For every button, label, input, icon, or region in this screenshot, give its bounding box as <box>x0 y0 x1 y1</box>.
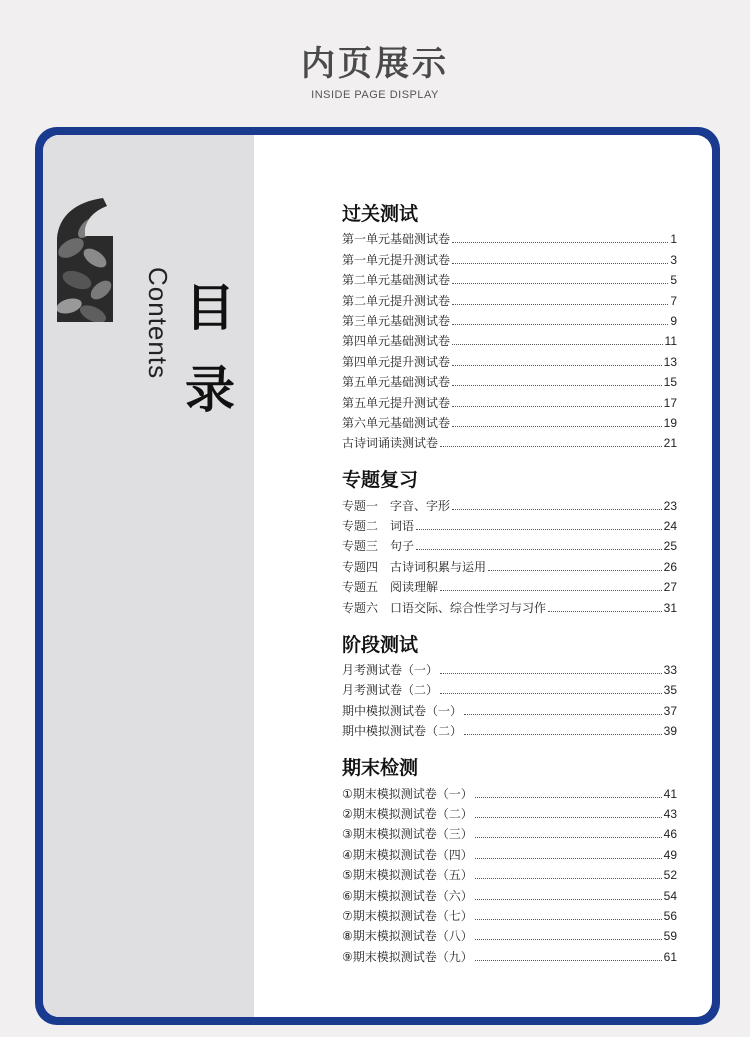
toc-entry-label: ④期末模拟测试卷（四） <box>342 847 473 862</box>
toc-entry-label: ⑦期末模拟测试卷（七） <box>342 908 473 923</box>
toc-entry-label: 专题二 词语 <box>342 519 415 534</box>
toc-entry[interactable] <box>342 431 677 451</box>
section-title: 专题复习 <box>342 469 419 492</box>
toc-entry[interactable] <box>342 678 677 698</box>
toc-entry[interactable] <box>342 904 677 924</box>
toc-entry-page: 37 <box>663 703 677 718</box>
toc-entry-page: 1 <box>670 232 677 247</box>
toc-entry-label: 第五单元基础测试卷 <box>342 375 451 390</box>
dot-leader <box>452 283 668 284</box>
toc-entry[interactable] <box>342 288 677 308</box>
toc-entry-page: 25 <box>663 539 677 554</box>
toc-entry-label: 期中模拟测试卷（二） <box>342 724 463 739</box>
toc-entry-page: 52 <box>663 868 677 883</box>
toc-entry-label: 专题六 口语交际、综合性学习与习作 <box>342 600 547 615</box>
section-gap <box>342 451 677 467</box>
dot-leader <box>475 878 662 879</box>
dot-leader <box>475 817 662 818</box>
toc-entry-page: 5 <box>670 273 677 288</box>
toc-entry-label: 第四单元提升测试卷 <box>342 354 451 369</box>
dot-leader <box>452 344 663 345</box>
toc-entry-label: 古诗词诵读测试卷 <box>342 436 439 451</box>
toc-entry-page: 35 <box>663 683 677 698</box>
toc-entry[interactable] <box>342 822 677 842</box>
toc-entry[interactable] <box>342 247 677 267</box>
dot-leader <box>475 899 662 900</box>
toc-entry[interactable] <box>342 370 677 390</box>
toc-entry-label: 月考测试卷（一） <box>342 663 439 678</box>
contents-english: Contents <box>143 267 173 380</box>
toc-entry[interactable] <box>342 514 677 534</box>
dot-leader <box>452 304 668 305</box>
toc-entry[interactable] <box>342 411 677 431</box>
toc-entry[interactable] <box>342 658 677 678</box>
toc-entry[interactable] <box>342 534 677 554</box>
dot-leader <box>452 242 668 243</box>
dot-leader <box>475 797 662 798</box>
toc-heading-char-1: 目 <box>185 279 235 337</box>
toc-entry-page: 7 <box>670 293 677 308</box>
toc-entry-label: ②期末模拟测试卷（二） <box>342 806 473 821</box>
toc-heading <box>175 267 245 431</box>
toc-entry-page: 59 <box>663 929 677 944</box>
toc-entry-label: 月考测试卷（二） <box>342 683 439 698</box>
toc-entry-label: 期中模拟测试卷（一） <box>342 703 463 718</box>
toc-entry-page: 41 <box>663 786 677 801</box>
toc-entry-label: 专题五 阅读理解 <box>342 580 439 595</box>
toc-entry-page: 56 <box>663 908 677 923</box>
toc-entry-page: 27 <box>663 580 677 595</box>
dot-leader <box>452 426 662 427</box>
toc-entry-page: 31 <box>663 600 677 615</box>
toc-entry[interactable] <box>342 329 677 349</box>
toc-entry-label: 第五单元提升测试卷 <box>342 395 451 410</box>
toc-entry-page: 54 <box>663 888 677 903</box>
toc-entry-label: 第四单元基础测试卷 <box>342 334 451 349</box>
toc-entry-page: 39 <box>663 724 677 739</box>
dot-leader <box>440 673 662 674</box>
dot-leader <box>416 529 662 530</box>
toc-entry-label: ⑧期末模拟测试卷（八） <box>342 929 473 944</box>
toc-entry[interactable] <box>342 268 677 288</box>
dot-leader <box>416 549 662 550</box>
toc-entry-label: 第二单元提升测试卷 <box>342 293 451 308</box>
toc-entry[interactable] <box>342 924 677 944</box>
toc-entry-page: 9 <box>670 313 677 328</box>
toc-entry-page: 11 <box>664 334 677 349</box>
section-gap <box>342 616 677 632</box>
dot-leader <box>475 939 662 940</box>
toc-entry-label: ⑥期末模拟测试卷（六） <box>342 888 473 903</box>
dot-leader <box>440 590 662 591</box>
toc-entry-page: 46 <box>663 827 677 842</box>
toc-entry-page: 33 <box>663 663 677 678</box>
leaf-quote-icon <box>57 198 113 322</box>
toc-entry[interactable] <box>342 227 677 247</box>
dot-leader <box>475 858 662 859</box>
toc-entry-page: 26 <box>663 559 677 574</box>
page-title: 内页展示 <box>301 44 449 84</box>
dot-leader <box>475 919 662 920</box>
page-subtitle: INSIDE PAGE DISPLAY <box>311 89 439 101</box>
toc-entry[interactable] <box>342 698 677 718</box>
toc-entry-page: 15 <box>663 375 677 390</box>
dot-leader <box>488 570 662 571</box>
toc-entry-label: 专题三 句子 <box>342 539 415 554</box>
toc-entry[interactable] <box>342 863 677 883</box>
toc-page <box>43 135 712 1017</box>
toc-entry[interactable] <box>342 781 677 801</box>
toc-entry[interactable] <box>342 493 677 513</box>
toc-entry-label: 第二单元基础测试卷 <box>342 273 451 288</box>
toc-entry-label: 第六单元基础测试卷 <box>342 415 451 430</box>
toc-entry[interactable] <box>342 842 677 862</box>
toc-entry-label: ⑨期末模拟测试卷（九） <box>342 949 473 964</box>
dot-leader <box>475 960 662 961</box>
toc-entry[interactable] <box>342 349 677 369</box>
toc-entry[interactable] <box>342 802 677 822</box>
toc-entry[interactable] <box>342 575 677 595</box>
toc-entry-label: 第一单元基础测试卷 <box>342 232 451 247</box>
toc-entry[interactable] <box>342 883 677 903</box>
section-title: 阶段测试 <box>342 633 419 656</box>
dot-leader <box>464 714 662 715</box>
section-title: 过关测试 <box>342 203 419 225</box>
dot-leader <box>452 324 668 325</box>
toc-entry[interactable] <box>342 944 677 964</box>
toc-entry[interactable] <box>342 719 677 739</box>
toc-entry[interactable] <box>342 390 677 410</box>
table-of-contents <box>342 201 677 965</box>
dot-leader <box>475 837 662 838</box>
toc-entry-page: 43 <box>663 806 677 821</box>
toc-entry-page: 23 <box>663 498 677 513</box>
toc-heading-char-2: 录 <box>185 361 235 419</box>
dot-leader <box>548 611 662 612</box>
toc-entry-label: 第三单元基础测试卷 <box>342 313 451 328</box>
toc-entry-page: 19 <box>663 415 677 430</box>
dot-leader <box>440 446 662 447</box>
section-title: 期末检测 <box>342 757 419 780</box>
toc-entry-page: 17 <box>663 395 677 410</box>
toc-entry-label: 第一单元提升测试卷 <box>342 252 451 267</box>
toc-entry-label: ③期末模拟测试卷（三） <box>342 827 473 842</box>
toc-entry-page: 49 <box>663 847 677 862</box>
dot-leader <box>452 263 668 264</box>
dot-leader <box>452 406 662 407</box>
toc-entry[interactable] <box>342 595 677 615</box>
section-gap <box>342 739 677 755</box>
toc-entry[interactable] <box>342 309 677 329</box>
toc-entry-page: 24 <box>663 519 677 534</box>
toc-entry-label: ①期末模拟测试卷（一） <box>342 786 473 801</box>
toc-entry-page: 21 <box>663 436 677 451</box>
toc-entry-label: ⑤期末模拟测试卷（五） <box>342 868 473 883</box>
dot-leader <box>440 693 662 694</box>
toc-entry-label: 专题一 字音、字形 <box>342 498 451 513</box>
toc-entry-page: 3 <box>670 252 677 267</box>
toc-entry-label: 专题四 古诗词积累与运用 <box>342 559 487 574</box>
dot-leader <box>464 734 662 735</box>
dot-leader <box>452 365 662 366</box>
toc-entry[interactable] <box>342 554 677 574</box>
toc-entry-page: 61 <box>663 949 677 964</box>
toc-entry-page: 13 <box>663 354 677 369</box>
dot-leader <box>452 385 662 386</box>
dot-leader <box>452 509 662 510</box>
